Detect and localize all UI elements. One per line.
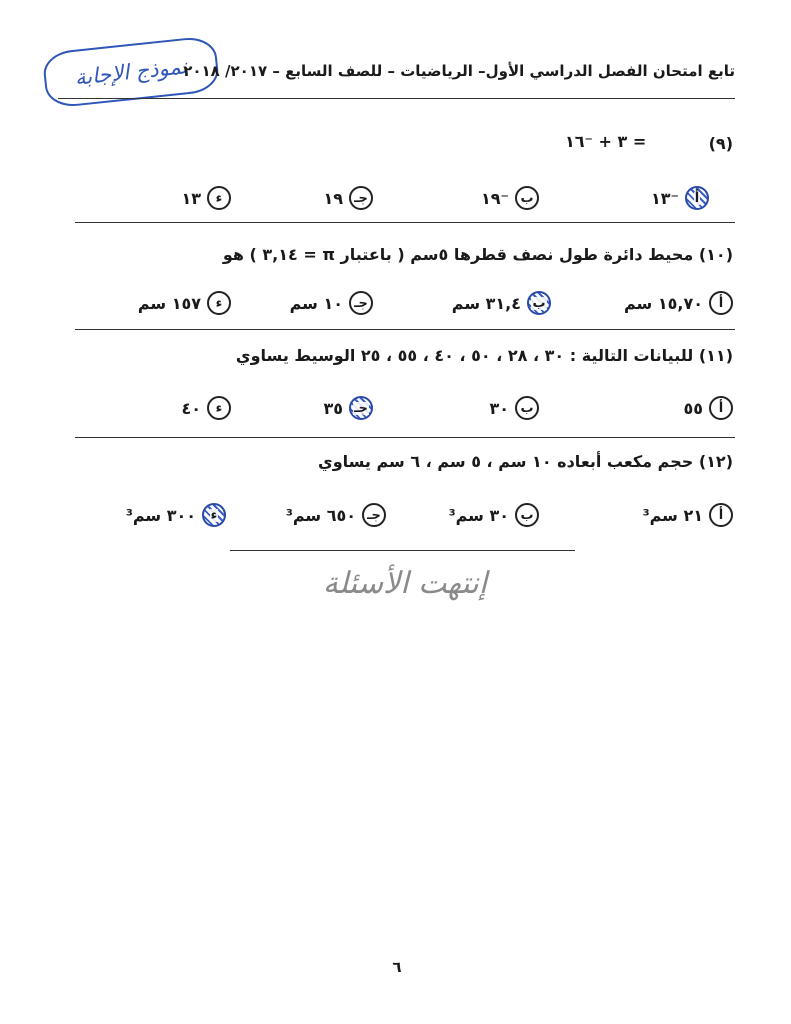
option-bubble[interactable]: جـ xyxy=(349,396,373,420)
question-divider xyxy=(75,329,735,330)
option-value: ٦٥٠ سم³ xyxy=(285,505,356,525)
option-c[interactable] xyxy=(323,186,373,210)
option-value: ١٥٧ سم xyxy=(137,293,201,313)
option-bubble[interactable]: ب xyxy=(515,503,539,527)
option-b[interactable] xyxy=(449,503,539,527)
page-number: ٦ xyxy=(392,958,402,976)
option-bubble[interactable]: ء xyxy=(202,503,226,527)
option-d[interactable] xyxy=(181,396,231,420)
option-value: ١٠ سم xyxy=(289,293,343,313)
option-value: ⁻١٩ xyxy=(481,188,509,208)
option-value: ٥٥ xyxy=(683,398,703,418)
option-value: ٣١,٤ سم xyxy=(451,293,521,313)
end-of-questions-note: إنتهت الأسئلة xyxy=(322,566,488,601)
option-value: ١٥,٧٠ سم xyxy=(624,293,703,313)
option-d[interactable] xyxy=(181,186,231,210)
question-number: (١١) xyxy=(698,346,733,365)
question-text: ٣ + ⁻١٦ = xyxy=(565,132,647,151)
option-bubble[interactable]: ء xyxy=(207,396,231,420)
option-bubble[interactable]: ب xyxy=(515,396,539,420)
header-divider xyxy=(58,98,735,99)
page-header: تابع امتحان الفصل الدراسي الأول– الرياضيات – للصف السابع – ٢٠١٧/ ٢٠١٨ xyxy=(183,62,735,80)
option-a[interactable] xyxy=(624,291,733,315)
option-d[interactable] xyxy=(126,503,226,527)
option-bubble[interactable]: أ xyxy=(685,186,709,210)
option-bubble[interactable]: أ xyxy=(709,503,733,527)
option-bubble[interactable]: جـ xyxy=(349,291,373,315)
option-c[interactable] xyxy=(290,291,373,315)
option-value: ١٣ xyxy=(181,188,201,208)
option-a[interactable] xyxy=(643,503,733,527)
option-value: ٣٥ xyxy=(323,398,343,418)
option-bubble[interactable]: جـ xyxy=(362,503,386,527)
option-bubble[interactable]: أ xyxy=(709,291,733,315)
option-value: ⁻١٣ xyxy=(651,188,679,208)
option-value: ٢١ سم³ xyxy=(642,505,703,525)
option-value: ٣٠ xyxy=(489,398,509,418)
option-b[interactable] xyxy=(481,186,539,210)
option-value: ٣٠ سم³ xyxy=(448,505,509,525)
option-d[interactable] xyxy=(138,291,231,315)
question-text: محيط دائرة طول نصف قطرها ٥سم ( باعتبار π = ٣,١٤ ) هو xyxy=(222,245,694,264)
stamp-text: نموذج الإجابة xyxy=(73,54,189,90)
option-a[interactable] xyxy=(651,186,709,210)
option-bubble[interactable]: جـ xyxy=(349,186,373,210)
question-number: (٩) xyxy=(708,134,733,153)
option-value: ٣٠٠ سم³ xyxy=(125,505,196,525)
question-text: حجم مكعب أبعاده ١٠ سم ، ٥ سم ، ٦ سم يساوي xyxy=(318,452,694,471)
question-number: (١٢) xyxy=(698,452,733,471)
end-divider xyxy=(230,550,575,551)
option-a[interactable] xyxy=(683,396,733,420)
question-divider xyxy=(75,437,735,438)
option-bubble[interactable]: ء xyxy=(207,291,231,315)
question-number: (١٠) xyxy=(698,245,733,264)
option-bubble[interactable]: ب xyxy=(527,291,551,315)
option-bubble[interactable]: ء xyxy=(207,186,231,210)
option-value: ٤٠ xyxy=(181,398,201,418)
question-divider xyxy=(75,222,735,223)
question-text: للبيانات التالية : ٣٠ ، ٢٨ ، ٥٠ ، ٤٠ ، ٥٥ ، ٢٥ الوسيط يساوي xyxy=(235,346,694,365)
option-b[interactable] xyxy=(489,396,539,420)
option-c[interactable] xyxy=(323,396,373,420)
option-b[interactable] xyxy=(452,291,551,315)
option-bubble[interactable]: أ xyxy=(709,396,733,420)
option-value: ١٩ xyxy=(323,188,343,208)
option-bubble[interactable]: ب xyxy=(515,186,539,210)
option-c[interactable] xyxy=(286,503,386,527)
